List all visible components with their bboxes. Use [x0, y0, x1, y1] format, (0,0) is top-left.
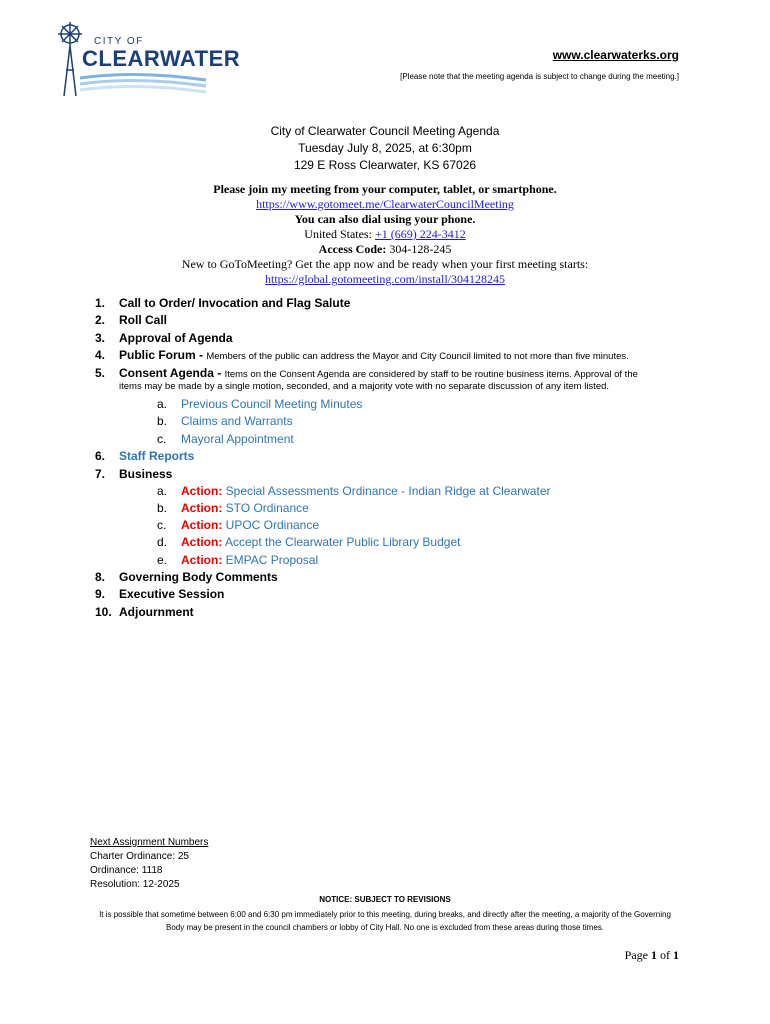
page-number	[625, 948, 679, 963]
logo-name-text: CLEARWATER	[82, 46, 241, 71]
agenda-item	[95, 570, 278, 584]
agenda-item	[95, 449, 194, 463]
item-label: Executive Session	[119, 587, 225, 601]
install-url-link[interactable]: https://global.gotomeeting.com/install/304128245	[265, 272, 505, 286]
agenda-item	[95, 348, 629, 362]
agenda-item	[95, 296, 350, 310]
item-number: 10.	[95, 605, 112, 619]
item-label: Approval of Agenda	[119, 331, 233, 345]
sub-letter: c.	[157, 432, 167, 446]
sub-text: EMPAC Proposal	[222, 553, 319, 567]
business-sub-item	[157, 484, 551, 498]
sub-text: STO Ordinance	[222, 501, 309, 515]
business-sub-item	[157, 535, 460, 549]
consent-sub-item	[157, 414, 293, 428]
business-sub-item	[157, 518, 319, 532]
page-of: of	[657, 948, 673, 962]
item-label: Governing Body Comments	[119, 570, 278, 584]
sub-letter: a.	[157, 484, 168, 498]
agenda-item	[95, 587, 224, 601]
item-description: Items on the Consent Agenda are considered by staff to be routine business items. Approval of the	[224, 369, 638, 380]
access-code: 304-128-245	[389, 242, 452, 256]
sub-letter: c.	[157, 518, 167, 532]
agenda-item	[95, 331, 233, 345]
join-heading: Please join my meeting from your computer, tablet, or smartphone.	[213, 182, 557, 196]
agenda-item	[95, 366, 638, 380]
page-label: Page	[624, 948, 651, 962]
access-code-label: Access Code:	[318, 242, 390, 256]
item-label: Call to Order/ Invocation and Flag Salute	[119, 296, 351, 310]
agenda-item	[95, 313, 167, 327]
phone-line	[0, 227, 770, 242]
page-current: 1	[651, 948, 657, 962]
sub-letter: b.	[157, 414, 168, 428]
assignment-header: Next Assignment Numbers	[90, 837, 209, 848]
sub-letter: a.	[157, 397, 168, 411]
sub-text: Special Assessments Ordinance - Indian Ridge at Clearwater	[222, 484, 551, 498]
action-label: Action:	[181, 484, 223, 498]
website-link[interactable]: www.clearwaterks.org	[552, 48, 679, 62]
meeting-date: Tuesday July 8, 2025, at 6:30pm	[298, 141, 472, 155]
item-number: 5.	[95, 366, 106, 380]
item-label: Roll Call	[119, 313, 168, 327]
item-number: 9.	[95, 587, 106, 601]
action-label: Action:	[181, 553, 223, 567]
meeting-address: 129 E Ross Clearwater, KS 67026	[293, 158, 477, 172]
action-label: Action:	[181, 518, 223, 532]
sub-text: Mayoral Appointment	[181, 432, 294, 446]
notice-body: It is possible that sometime between 6:00 and 6:30 pm immediately prior to this meeting, during breaks, and directly after the meeting, a majority of the Governing Body may be present in the council chambers or lobby of City Hall. No one is excluded from these areas during those times.	[99, 910, 671, 932]
item-number: 7.	[95, 467, 106, 481]
phone-label: United States:	[304, 227, 375, 241]
sub-letter: d.	[157, 535, 168, 549]
item-number: 8.	[95, 570, 106, 584]
item-number: 4.	[95, 348, 106, 362]
item-number: 1.	[95, 296, 106, 310]
item-number: 6.	[95, 449, 106, 463]
ordinance-number: Ordinance: 1118	[90, 865, 163, 876]
consent-sub-item	[157, 432, 294, 446]
item-label: Public Forum -	[119, 348, 207, 362]
item-label: Staff Reports	[119, 449, 195, 463]
agenda-item	[95, 605, 194, 619]
item-number: 3.	[95, 331, 106, 345]
phone-link[interactable]: +1 (669) 224-3412	[374, 227, 466, 241]
sub-letter: b.	[157, 501, 168, 515]
action-label: Action:	[181, 535, 223, 549]
charter-ordinance: Charter Ordinance: 25	[90, 851, 189, 862]
sub-text: Previous Council Meeting Minutes	[181, 397, 363, 411]
page-total: 1	[673, 948, 679, 962]
agenda-disclaimer: [Please note that the meeting agenda is subject to change during the meeting.]	[400, 72, 679, 81]
item-label: Adjournment	[119, 605, 194, 619]
item-description-continued: items may be made by a single motion, seconded, and a majority vote with no separate discussion of any item listed.	[119, 381, 610, 392]
item-label: Business	[119, 467, 173, 481]
consent-sub-item	[157, 397, 362, 411]
new-user-text: New to GoToMeeting? Get the app now and be ready when your first meeting starts:	[181, 257, 589, 271]
sub-text: Claims and Warrants	[181, 414, 293, 428]
sub-text: Accept the Clearwater Public Library Budget	[222, 535, 461, 549]
business-sub-item	[157, 553, 318, 567]
sub-letter: e.	[157, 553, 168, 567]
dial-heading: You can also dial using your phone.	[294, 212, 476, 226]
business-sub-item	[157, 501, 309, 515]
agenda-item	[95, 467, 172, 481]
sub-text: UPOC Ordinance	[222, 518, 320, 532]
agenda-title: City of Clearwater Council Meeting Agenda	[270, 124, 500, 138]
item-description: Members of the public can address the Mayor and City Council limited to not more than five minutes.	[206, 351, 629, 362]
assignment-numbers	[90, 836, 208, 892]
item-number: 2.	[95, 313, 106, 327]
logo-city-text: CITY OF	[94, 36, 144, 47]
access-code-line	[0, 242, 770, 257]
meeting-url-link[interactable]: https://www.gotomeet.me/ClearwaterCouncilMeeting	[256, 197, 514, 211]
notice-title: NOTICE: SUBJECT TO REVISIONS	[319, 895, 451, 904]
item-label: Consent Agenda -	[119, 366, 225, 380]
resolution-number: Resolution: 12-2025	[90, 879, 180, 890]
action-label: Action:	[181, 501, 223, 515]
